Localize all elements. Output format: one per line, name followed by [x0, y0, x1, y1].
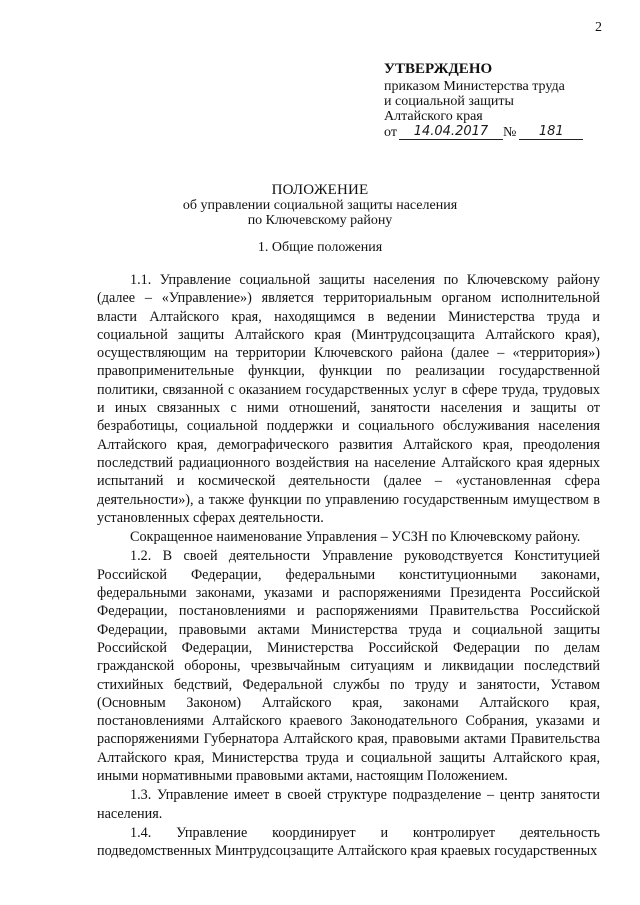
approval-stamp — [384, 62, 614, 140]
section-heading: 1. Общие положения — [257, 240, 383, 255]
date-prefix: от — [384, 125, 397, 140]
approval-line-2: и социальной защиты — [384, 94, 514, 109]
number-prefix: № — [502, 125, 517, 140]
document-subtitle-line-2: по Ключевскому району — [247, 213, 393, 228]
paragraph-short-name: Сокращенное наименование Управления – УСЗН по Ключевскому району. — [130, 529, 581, 546]
handwritten-number: 181 — [519, 124, 583, 140]
paragraph-1-2: 1.2. В своей деятельности Управление руководствуется Конституцией Российской Федерации, федеральными конституционными законами, федеральными законами, указами и распоряжениями Президента Российской Федерации, постановлениями и распоряжениями Правительства Российской Федерации, правовыми актами Министерства труда и социальной защиты Российской Федерации, Министерства Российской Федерации по делам гражданской обороны, чрезвычайным ситуациям и ликвидации последствий стихийных бедствий, Федеральной службы по труду и занятости, Уставом (Основным Законом) Алтайского края, законами Алтайского края, постановлениями Алтайского краевого Законодательного Собрания, указами и распоряжениями Губернатора Алтайского края, правовыми актами Правительства Алтайского края, Министерства труда и социальной защиты Алтайского края, иными нормативными правовыми актами, настоящим Положением. — [97, 548, 600, 785]
paragraph-1-4: 1.4. Управление координирует и контролирует деятельность подведомственных Минтрудсоцзащите Алтайского края краевых государственных — [97, 824, 600, 860]
document-title: ПОЛОЖЕНИЕ — [271, 182, 369, 198]
approval-title: УТВЕРЖДЕНО — [384, 61, 493, 77]
approval-line-3: Алтайского края — [384, 109, 483, 124]
page-number: 2 — [595, 20, 602, 35]
approval-date-row — [384, 124, 614, 140]
document-subtitle-line-1: об управлении социальной защиты населения — [182, 198, 458, 213]
paragraph-1-1: 1.1. Управление социальной защиты населения по Ключевскому району (далее – «Управление») является территориальным органом исполнительной власти Алтайского края, находящимся в ведении Министерства труда и социальной защиты Алтайского края (Минтрудсоцзащита Алтайского края), осуществляющим на территории Ключевского района (далее – «территория») правоприменительные функции, функции по реализации государственной политики, связанной с оказанием государственных услуг в сфере труда, трудовых и иных связанных с ними отношений, занятости населения и защиты от безработицы, социальной поддержки и социального обслуживания населения Алтайского края, демографического развития Алтайского края, преодоления последствий радиационного воздействия на население Алтайского края ядерных испытаний и космической деятельности (далее – «установленная сфера деятельности»), а также функции по управлению государственным имуществом в установленных сферах деятельности. — [97, 272, 600, 526]
handwritten-date: 14.04.2017 — [399, 124, 503, 140]
document-body — [97, 271, 600, 862]
approval-line-1: приказом Министерства труда — [384, 79, 565, 94]
paragraph-1-3: 1.3. Управление имеет в своей структуре подразделение – центр занятости населения. — [97, 787, 600, 822]
document-title-block — [0, 183, 640, 228]
